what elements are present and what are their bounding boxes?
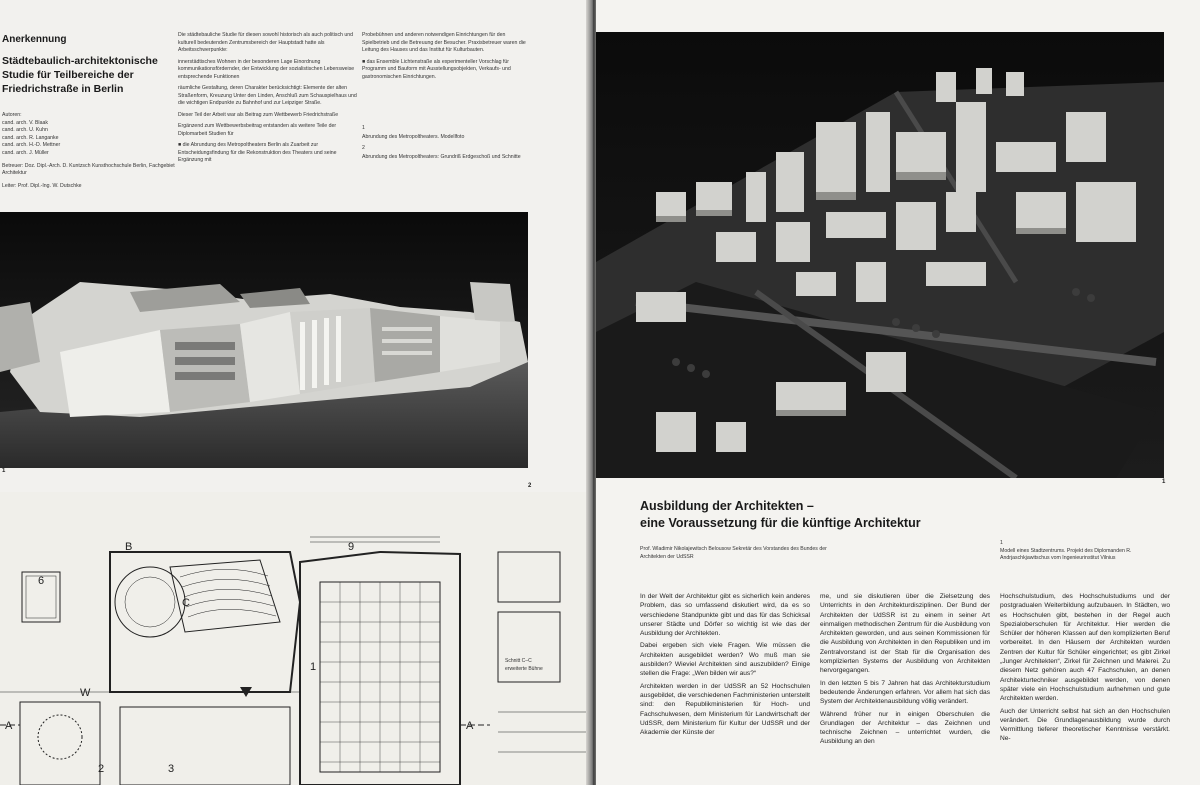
title-line: eine Voraussetzung für die künftige Architektur [640,516,921,530]
plan-label: 9 [348,541,355,553]
plan-label: B [125,541,133,553]
paragraph: Die städtebauliche Studie für diesen sowohl historisch als auch politisch und kulturell bedeutenden Zentrumsbereich der Hauptstadt hatte als Arbeitsschwerpunkte: [178,32,354,53]
paragraph: räumliche Gestaltung, deren Charakter berücksichtigt: Elemente der alten Straßenform, Kreuzung Unter den Linden, Anschluß zum Schauspielhaus und die wichtigen Endpunkte zu Bahnhof und zur Leipziger Straße. [178,85,357,106]
city-model-photo [596,32,1164,478]
caption-number: 2 [362,145,365,151]
left-page [0,0,590,785]
plan-label: 1 [310,661,317,673]
paragraph: Während früher nur in einigen Oberschulen die Grundlagen der Architektur – das Zeichnen und technische Zeichnen – unterrichtet wurden, die Ausbildung an den [820,710,990,746]
continuation-column [362,32,530,165]
article-title [640,498,1060,532]
author-line: cand. arch. R. Langanke [2,134,59,141]
plan-label: W [80,687,91,699]
figure-number: 2 [528,483,532,489]
plan-label: 3 [168,763,175,775]
section-note: erweiterte Bühne [505,666,543,672]
authors-block [2,112,180,190]
body-column-3 [1000,592,1170,747]
paragraph: In den letzten 5 bis 7 Jahren hat das Architekturstudium bedeutende Änderungen erfahren. Vor allem hat sich das System der Architektenausbildung völlig verändert. [820,679,990,706]
paragraph: ■ die Abrundung des Metropoltheaters Berlin als Zuarbeit zur Entscheidungsfindung für die Rekonstruktion des Theaters und seine Ergänzung mit [178,142,337,163]
caption-text: Abrundung des Metropoltheaters. Modellfoto [362,133,465,140]
supervisors-line: Betreuer: Doz. Dipl.-Arch. D. Kuntzsch Kunsthochschule Berlin, Fachgebiet Architektur [2,162,175,177]
paragraph: Dabei ergeben sich viele Fragen. Wie müssen die Architekten ausgebildet werden? Wo muß man sie ausbilden? Wieviel Architekten sind auszubilden? Einige stellen die Frage: „Wen bilden wir aus?“ [640,642,810,678]
author-line: cand. arch. H.-D. Mettner [2,142,61,149]
author-byline: Prof. Wladimir Nikolajewitsch Belousow Sekretär des Vorstandes des Bundes der Architekten der UdSSR [640,546,827,560]
plan-label: 2 [98,763,105,775]
author-line: cand. arch. J. Müller [2,149,49,156]
section-note: Schnitt C–C [505,658,532,664]
plan-label: 6 [38,575,45,587]
theater-model-photo [0,212,528,468]
plan-label: A [466,720,474,732]
author-line: cand. arch. V. Blaak [2,119,48,126]
title-line: Ausbildung der Architekten – [640,499,814,513]
theater-model-image [0,212,528,468]
body-column-1 [640,592,810,740]
author-line: cand. arch. U. Kuhn [2,127,48,134]
paragraph: Ergänzend zum Wettbewerbsbeitrag entstanden als weitere Teile der Diplomarbeit Studien für [178,123,337,137]
right-page [596,0,1200,785]
paragraph: Hochschulstudium, des Hochschulstudiums und der postgradualen Weiterbildung aufzubauen. In Städten, wo es Hochschulen gibt, bestehen in der Regel auch Spezialoberschulen für Architektur. Hier werden die Schüler der höheren Klassen auf den komplizierten Beruf vorbereitet. In den Häusern der Architekten wurden Zentren der Kultur für Schüler eingerichtet; es gibt Zirkel „Junger Architekten“, Zirkel für Zeichnen und Malerei. Zu diesem Netz gehören auch 47 Fachschulen, an denen Architekturtechniker ausgebildet werden, von denen später viele ein Hochschulstudium aufnehmen und gute Architekten werden. [1000,593,1170,703]
floor-plan-image [0,492,588,785]
plan-label: A [5,720,13,732]
plan-label: C [182,597,190,609]
lead-line: Leiter: Prof. Dipl.-Ing. W. Dutschke [2,182,82,189]
caption-number: 1 [362,125,365,131]
figure-number: 1 [2,468,6,474]
section-label: Anerkennung [2,34,67,45]
paragraph: me, und sie diskutieren über die Zielsetzung des Unterrichts in den Architekturdisziplinen. Der Bund der Architekten der UdSSR ist zu einem in seiner Art einmaligen methodischen Zentrum für die Ausbildung von Architekten geworden, und aus seinen Kommissionen für die Ausbildung von Architekten in den Republiken und im Zentralvorstand ist der Stab für die Organisation des komplizierten Systems der Ausbildung von Architekten hervorgegangen. [820,593,990,675]
body-column-2 [820,592,990,750]
authors-label: Autoren: [2,112,22,118]
city-model-image [596,32,1164,478]
figure-number: 1 [1162,479,1166,485]
caption-text: Abrundung des Metropoltheaters: Grundriß Erdgeschoß und Schnitte [362,153,521,160]
intro-column [178,32,358,169]
paragraph: Dieser Teil der Arbeit war als Beitrag zum Wettbewerb Friedrichstraße [178,111,339,118]
article-title: Städtebaulich-architektonische Studie für Teilbereiche der Friedrichstraße in Berlin [2,55,158,95]
paragraph: In der Welt der Architektur gibt es sicherlich kein anderes Problem, das so umfassend diskutiert wird, da es so verschiedene Standpunkte gibt und das für das Schicksal unserer Städte und Dörfer so wichtig ist wie das der Ausbildung der Architekten. [640,593,810,638]
paragraph: Architekten werden in der UdSSR an 52 Hochschulen ausgebildet, die verschiedenen Fachministerien unterstellt sind: den Republikministerien für Hoch- und Fachschulwesen, dem Ministerium für Landwirtschaft der UdSSR, dem Ministerium für Kultur der UdSSR und der Akademie der Künste der [640,682,810,737]
paragraph: Probebühnen und anderen notwendigen Einrichtungen für den Spielbetrieb und die Betreuung der Besucher. Praxisbetreuer waren die Leitung des Hauses und das Institut für Kulturbauten. [362,32,526,53]
floor-plan-drawing [0,492,588,785]
caption-number: 1 [1000,540,1003,546]
caption-text: Modell eines Stadtzentrums. Projekt des Diplomanden R. Andrjaschkjawitschus vom Ingenieurinstitut Vilnius [1000,547,1132,561]
paragraph: ■ das Ensemble Lichtenstraße als experimenteller Vorschlag für Programm und Bauform mit Ausstellungsobjekten, Verkaufs- und gastronomischen Einrichtungen. [362,58,511,80]
photo-caption [1000,540,1180,563]
paragraph: innerstädtisches Wohnen in der besonderen Lage Einordnung kommunikationsfördernder, der Entwicklung der sozialistischen Lebensweise entsprechende Funktionen [178,58,355,80]
paragraph: Auch der Unterricht selbst hat sich an den Hochschulen verändert. Die Grundlagenausbildung wurde durch Vermittlung tieferer theoretischer Kenntnisse verstärkt. Ne- [1000,707,1170,743]
